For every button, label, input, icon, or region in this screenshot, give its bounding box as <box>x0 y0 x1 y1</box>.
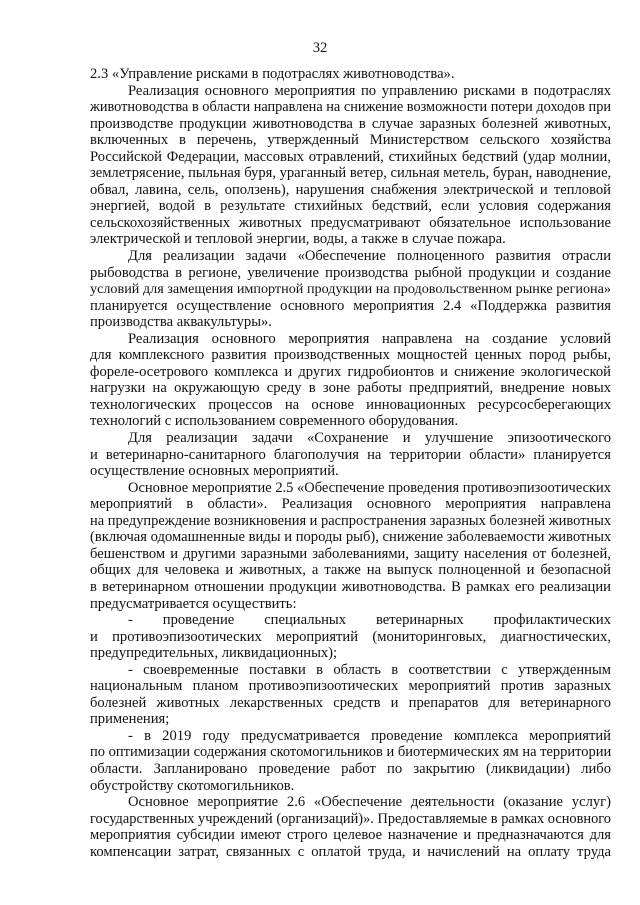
text-line: нагрузки на окружающую среду в зоне работы предприятий, внедрение новых <box>90 380 611 397</box>
text-line: национальным планом противоэпизоотических мероприятий против заразных <box>90 678 611 695</box>
body-text <box>90 66 611 860</box>
text-line: мероприятия субсидии имеют строго целевое назначение и предназначаются для <box>90 827 611 844</box>
text-line: производстве продукции животноводства в случае заразных болезней животных, <box>90 115 611 132</box>
text-line: Реализация основного мероприятия по управлению рисками в подотраслях <box>128 82 611 99</box>
text-line: 2.3 «Управление рисками в подотраслях животноводства». <box>90 66 455 82</box>
text-line: планируется осуществление основного мероприятия 2.4 «Поддержка развития <box>90 297 611 314</box>
text-line: производства аквакультуры». <box>90 314 272 331</box>
text-line: и ветеринарно-санитарного благополучия на территории области» планируется <box>90 446 611 463</box>
text-line: мероприятий в области». Реализация основного мероприятия направлена <box>90 496 611 513</box>
text-line: области. Запланировано проведение работ по закрытию (ликвидации) либо <box>90 760 611 777</box>
text-line: Для реализации задачи «Обеспечение полноценного развития отрасли <box>128 248 611 265</box>
text-line: в ветеринарном отношении продукции животноводства. В рамках его реализации <box>90 578 611 595</box>
text-line: технологических процессов на основе инновационных ресурсосберегающих <box>90 396 611 413</box>
text-line: - своевременные поставки в область в соответствии с утвержденным <box>128 661 611 678</box>
text-line: Для реализации задачи «Сохранение и улучшение эпизоотического <box>128 430 611 447</box>
text-line: - в 2019 году предусматривается проведение комплекса мероприятий <box>128 727 611 744</box>
text-line: для комплексного развития производственных мощностей ценных пород рыбы, <box>90 347 611 364</box>
text-line: предусматривается осуществить: <box>90 595 297 612</box>
text-line: предупредительных, ликвидационных); <box>90 645 338 662</box>
text-line: осуществление основных мероприятий. <box>90 463 339 480</box>
page-number: 32 <box>312 40 328 56</box>
text-line: (включая одомашненные виды и породы рыб), снижение заболеваемости животных <box>90 529 612 546</box>
text-line: форелe-осетрового комплекса и других гидробионтов и снижение экологической <box>90 363 611 380</box>
text-line: обвал, лавина, сель, оползень), нарушения снабжения электрической и тепловой <box>90 181 611 198</box>
text-line: Реализация основного мероприятия направлена на создание условий <box>128 330 611 347</box>
text-line: условий для замещения импортной продукции на продовольственном рынке региона» <box>90 281 611 298</box>
text-line: государственных учреждений (организаций)». Предоставляемые в рамках основного <box>90 810 611 827</box>
text-line: - проведение специальных ветеринарных профилактических <box>128 612 611 629</box>
text-line: компенсации затрат, связанных с оплатой труда, и начислений на оплату труда <box>90 843 611 860</box>
text-line: сельскохозяйственных животных предусматривают обязательное использование <box>90 214 611 231</box>
text-line: на предупреждение возникновения и распространения заразных болезней животных <box>90 512 612 529</box>
text-line: рыбоводства в регионе, увеличение производства рыбной продукции и создание <box>90 264 611 281</box>
text-line: по оптимизации содержания скотомогильников и биотермических ям на территории <box>90 744 612 761</box>
text-line: применения; <box>90 711 170 728</box>
text-line: бешенством и другими заразными заболеваниями, защиту населения от болезней, <box>90 545 611 562</box>
text-line: землетрясение, пыльная буря, ураганный ветер, сильная метель, буран, наводнение, <box>90 165 612 182</box>
text-line: обустройству скотомогильников. <box>90 777 295 794</box>
text-line: Основное мероприятие 2.6 «Обеспечение деятельности (оказание услуг) <box>128 794 611 811</box>
text-line: электрической и тепловой энергии, воды, а также в случае пожара. <box>90 231 506 248</box>
text-line: болезней животных лекарственных средств и препаратов для ветеринарного <box>90 694 611 711</box>
text-line: энергией, водой в результате стихийных бедствий, если условия содержания <box>90 198 611 215</box>
text-line: общих для человека и животных, а также на выпуск полноценной и безопасной <box>90 562 611 579</box>
text-line: Основное мероприятие 2.5 «Обеспечение проведения противоэпизоотических <box>128 479 611 496</box>
text-line: включенных в перечень, утвержденный Министерством сельского хозяйства <box>90 132 611 149</box>
text-line: Российской Федерации, массовых отравлений, стихийных бедствий (удар молнии, <box>90 148 611 165</box>
text-line: технологий с использованием современного оборудования. <box>90 413 459 430</box>
text-line: и противоэпизоотических мероприятий (мониторинговых, диагностических, <box>90 628 611 645</box>
text-line: животноводства в области направлена на снижение возможности потери доходов при <box>90 99 611 116</box>
